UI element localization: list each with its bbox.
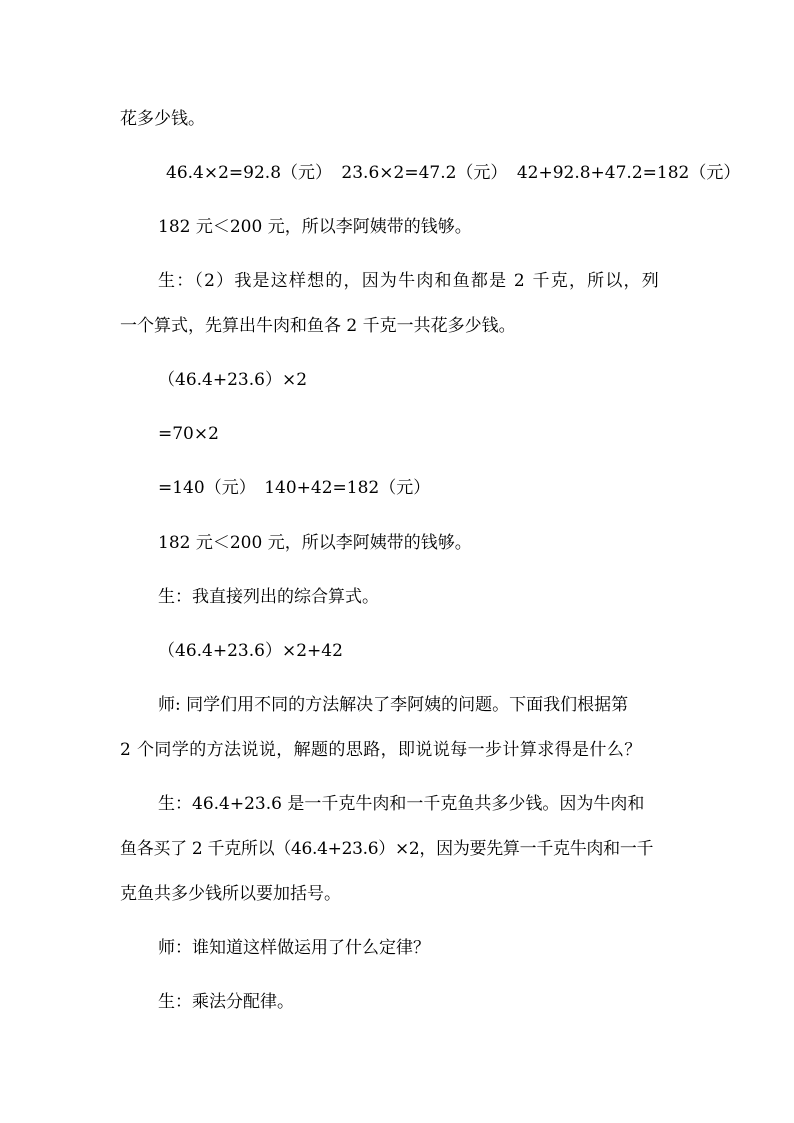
text-line: 生：乘法分配律。 — [158, 992, 294, 1012]
text-line: 一个算式，先算出牛肉和鱼各 2 千克一共花多少钱。 — [120, 316, 516, 336]
formula-line: =140（元） 140+42=182（元） — [158, 478, 431, 498]
formula-line: =70×2 — [158, 424, 219, 444]
text-line: 鱼各买了 2 千克所以（46.4+23.6）×2，因为要先算一千克牛肉和一千 — [120, 839, 654, 859]
formula-line: 46.4×2=92.8（元） 23.6×2=47.2（元） 42+92.8+47.2=182（元） — [166, 163, 741, 183]
formula-line: （46.4+23.6）×2 — [158, 370, 308, 390]
text-line: 2 个同学的方法说说，解题的思路，即说说每一步计算求得是什么？ — [120, 740, 642, 760]
text-line: 182 元＜200 元，所以李阿姨带的钱够。 — [158, 533, 472, 553]
text-line: 生：（2）我是这样想的，因为牛肉和鱼都是 2 千克，所以，列 — [158, 271, 660, 291]
text-line: 师: 同学们用不同的方法解决了李阿姨的问题。下面我们根据第 — [158, 695, 629, 715]
text-line: 生：46.4+23.6 是一千克牛肉和一千克鱼共多少钱。因为牛肉和 — [158, 794, 645, 814]
text-line: 克鱼共多少钱所以要加括号。 — [120, 884, 341, 904]
text-line: 师：谁知道这样做运用了什么定律？ — [158, 938, 430, 958]
text-line: 花多少钱。 — [120, 109, 205, 129]
text-line: 生：我直接列出的综合算式。 — [158, 587, 379, 607]
formula-line: （46.4+23.6）×2+42 — [158, 641, 343, 661]
text-line: 182 元＜200 元，所以李阿姨带的钱够。 — [158, 217, 472, 237]
